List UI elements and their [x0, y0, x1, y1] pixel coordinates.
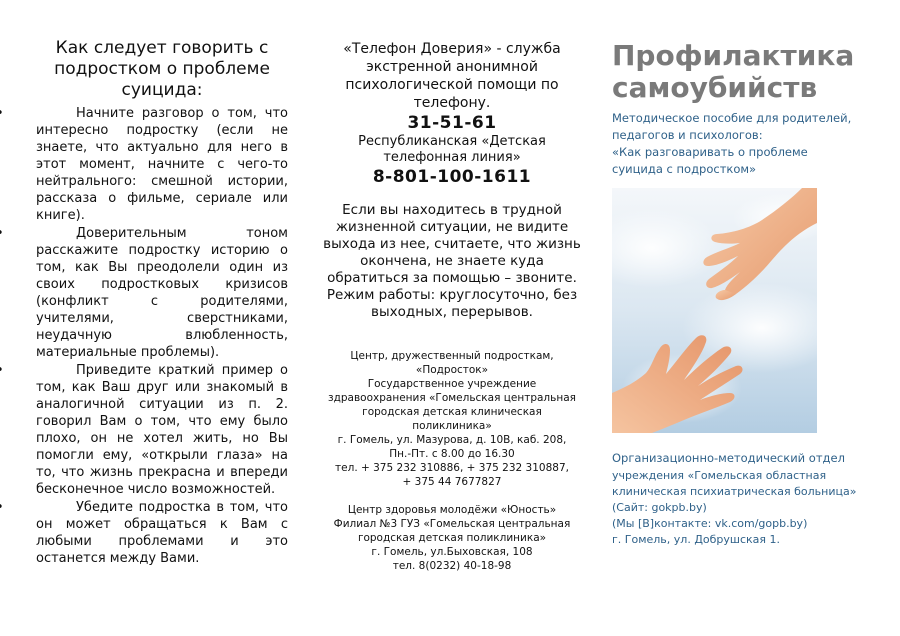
- brochure-subtitle: [612, 110, 874, 178]
- org-line: + 375 44 7677827: [402, 476, 502, 488]
- dept-address: г. Гомель, ул. Добрушская 1.: [612, 533, 781, 546]
- hotline-intro: «Телефон Доверия» - служба экстренной анонимной психологической помощи по телефону.: [343, 41, 561, 111]
- org-line: городская детская клиническая: [362, 406, 542, 418]
- org-line: здравоохранения «Гомельская центральная: [328, 392, 576, 404]
- title-line: самоубийств: [612, 71, 818, 104]
- vk-link[interactable]: (Мы [В]контакте: vk.com/gopb.by): [612, 517, 808, 530]
- org-line: городская детская поликлиника»: [357, 532, 547, 544]
- org-line: тел. 8(0232) 40-18-98: [392, 560, 512, 572]
- tips-list: [36, 105, 288, 567]
- org-line: Филиал №3 ГУЗ «Гомельская центральная: [333, 518, 571, 530]
- brochure-title: [612, 40, 874, 104]
- children-line-phone: 8-801-100-1611: [372, 167, 532, 187]
- organization-info: [612, 450, 874, 548]
- reaching-hands-photo: [612, 188, 817, 433]
- tip-item: • Начните разговор о том, что интересно подростку (если не знаете, что актуально для него в этот момент, начните с чего-то нейтрального: смешной истории, рассказа о фильме, сериале или книге).: [36, 105, 288, 224]
- org-youth-center: [318, 503, 586, 573]
- org-line: Центр, дружественный подросткам,: [350, 350, 554, 362]
- org-line: Центр здоровья молодёжи «Юность»: [347, 504, 557, 516]
- org-line: Пн.-Пт. с 8.00 до 16.30: [389, 448, 515, 460]
- right-column: [612, 39, 874, 546]
- website-link[interactable]: (Сайт: gokpb.by): [612, 501, 707, 514]
- dept-heading: Организационно-методический отдел: [612, 451, 845, 465]
- tip-item: • Приведите краткий пример о том, как Ваш друг или знакомый в аналогичной ситуации из п. 2. говорил Вам о том, что ему было плохо, он не хотел жить, но Вы помогли ему, «открыли глаза» на то, что жизнь прекрасна и впереди бесконечное число возможностей.: [36, 362, 288, 498]
- hotline-phone: 31-51-61: [407, 113, 497, 133]
- subtitle-line: суицида с подростком»: [612, 162, 757, 176]
- subtitle-line: «Как разговаривать о проблеме: [612, 145, 808, 159]
- tip-item: • Убедите подростка в том, что он может обращаться к Вам с любыми проблемами и это останется между Вами.: [36, 499, 288, 567]
- org-line: «Подросток»: [415, 364, 489, 376]
- org-line: Государственное учреждение: [367, 378, 537, 390]
- org-teen-center: [318, 349, 586, 489]
- call-text: Если вы находитесь в трудной жизненной ситуации, не видите выхода из нее, считаете, что жизнь окончена, не знаете куда обратиться за помощью – звоните. Режим работы: круглосуточно, без выходных, перерывов.: [323, 202, 581, 320]
- left-heading: Как следует говорить с подростком о проблеме суицида:: [54, 38, 270, 100]
- org-line: г. Гомель, ул. Мазурова, д. 10В, каб. 208,: [337, 434, 567, 446]
- children-line-name: Республиканская «Детская телефонная линия»: [358, 134, 546, 165]
- left-column: [36, 38, 288, 568]
- dept-line: учреждения «Гомельская областная: [612, 469, 827, 482]
- dept-line: клиническая психиатрическая больница»: [612, 485, 857, 498]
- org-line: тел. + 375 232 310886, + 375 232 310887,: [335, 462, 569, 474]
- org-line: г. Гомель, ул.Быховская, 108: [371, 546, 533, 558]
- title-line: Профилактика: [612, 39, 855, 72]
- subtitle-line: педагогов и психологов:: [612, 128, 763, 142]
- tip-item: • Доверительным тоном расскажите подростку историю о том, как Вы преодолели один из своих подростковых кризисов (конфликт с родителями, учителями, сверстниками, неудачную влюбленность, материальные проблемы).: [36, 225, 288, 361]
- org-line: поликлиника»: [412, 420, 492, 432]
- subtitle-line: Методическое пособие для родителей,: [612, 111, 852, 125]
- middle-column: [318, 40, 586, 573]
